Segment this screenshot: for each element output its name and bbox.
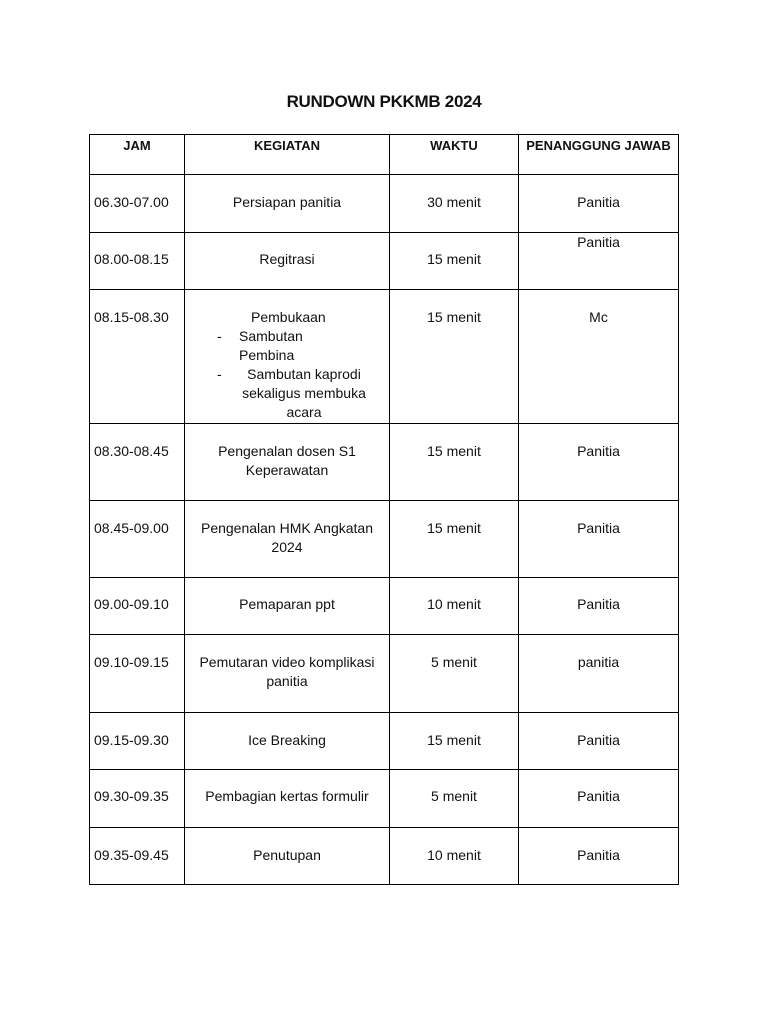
table-row	[90, 290, 679, 424]
cell-jam: 09.15-09.30	[90, 713, 185, 770]
cell-jam: 09.10-09.15	[90, 635, 185, 713]
cell-waktu: 10 menit	[390, 828, 519, 885]
table-row	[90, 578, 679, 635]
cell-waktu: 15 menit	[390, 713, 519, 770]
cell-jam: 08.15-08.30	[90, 290, 185, 424]
header-jam: JAM	[90, 135, 185, 175]
cell-jam: 08.45-09.00	[90, 501, 185, 578]
list-item: - Sambutan Pembina	[217, 328, 303, 363]
page-title: RUNDOWN PKKMB 2024	[286, 92, 482, 111]
table-row	[90, 424, 679, 501]
cell-kegiatan: Pemutaran video komplikasi panitia	[185, 635, 390, 713]
cell-waktu: 15 menit	[390, 233, 519, 290]
cell-jam: 09.30-09.35	[90, 770, 185, 828]
cell-kegiatan: Penutupan	[185, 828, 390, 885]
cell-penanggung-jawab: Panitia	[519, 501, 679, 578]
cell-penanggung-jawab: Panitia	[519, 713, 679, 770]
cell-kegiatan: Pembagian kertas formulir	[185, 770, 390, 828]
table-row	[90, 635, 679, 713]
cell-waktu: 15 menit	[390, 424, 519, 501]
cell-waktu: 15 menit	[390, 290, 519, 424]
cell-waktu: 5 menit	[390, 770, 519, 828]
table-row	[90, 233, 679, 290]
cell-penanggung-jawab: Panitia	[519, 233, 679, 290]
header-penanggung-jawab: PENANGGUNG JAWAB	[519, 135, 679, 175]
cell-penanggung-jawab: Panitia	[519, 175, 679, 233]
cell-jam: 09.35-09.45	[90, 828, 185, 885]
table-row	[90, 501, 679, 578]
cell-kegiatan	[185, 290, 390, 424]
cell-jam: 08.30-08.45	[90, 424, 185, 501]
sub-activity-list	[189, 327, 385, 422]
list-item: - Sambutan kaprodi sekaligus membuka acara	[217, 366, 366, 420]
table-row	[90, 713, 679, 770]
cell-kegiatan: Persiapan panitia	[185, 175, 390, 233]
cell-waktu: 10 menit	[390, 578, 519, 635]
cell-penanggung-jawab: Panitia	[519, 578, 679, 635]
cell-penanggung-jawab: Mc	[519, 290, 679, 424]
table-row	[90, 770, 679, 828]
cell-kegiatan: Regitrasi	[185, 233, 390, 290]
kegiatan-title: Pembukaan	[251, 309, 326, 325]
header-waktu: WAKTU	[390, 135, 519, 175]
header-kegiatan: KEGIATAN	[185, 135, 390, 175]
cell-kegiatan: Pemaparan ppt	[185, 578, 390, 635]
cell-penanggung-jawab: panitia	[519, 635, 679, 713]
cell-waktu: 5 menit	[390, 635, 519, 713]
cell-penanggung-jawab: Panitia	[519, 828, 679, 885]
cell-kegiatan: Ice Breaking	[185, 713, 390, 770]
rundown-table	[89, 134, 679, 885]
table-header-row	[90, 135, 679, 175]
table-row	[90, 175, 679, 233]
cell-jam: 08.00-08.15	[90, 233, 185, 290]
cell-kegiatan: Pengenalan HMK Angkatan 2024	[185, 501, 390, 578]
cell-penanggung-jawab: Panitia	[519, 770, 679, 828]
cell-waktu: 30 menit	[390, 175, 519, 233]
cell-jam: 09.00-09.10	[90, 578, 185, 635]
cell-penanggung-jawab: Panitia	[519, 424, 679, 501]
cell-waktu: 15 menit	[390, 501, 519, 578]
cell-jam: 06.30-07.00	[90, 175, 185, 233]
cell-kegiatan: Pengenalan dosen S1 Keperawatan	[185, 424, 390, 501]
table-row	[90, 828, 679, 885]
